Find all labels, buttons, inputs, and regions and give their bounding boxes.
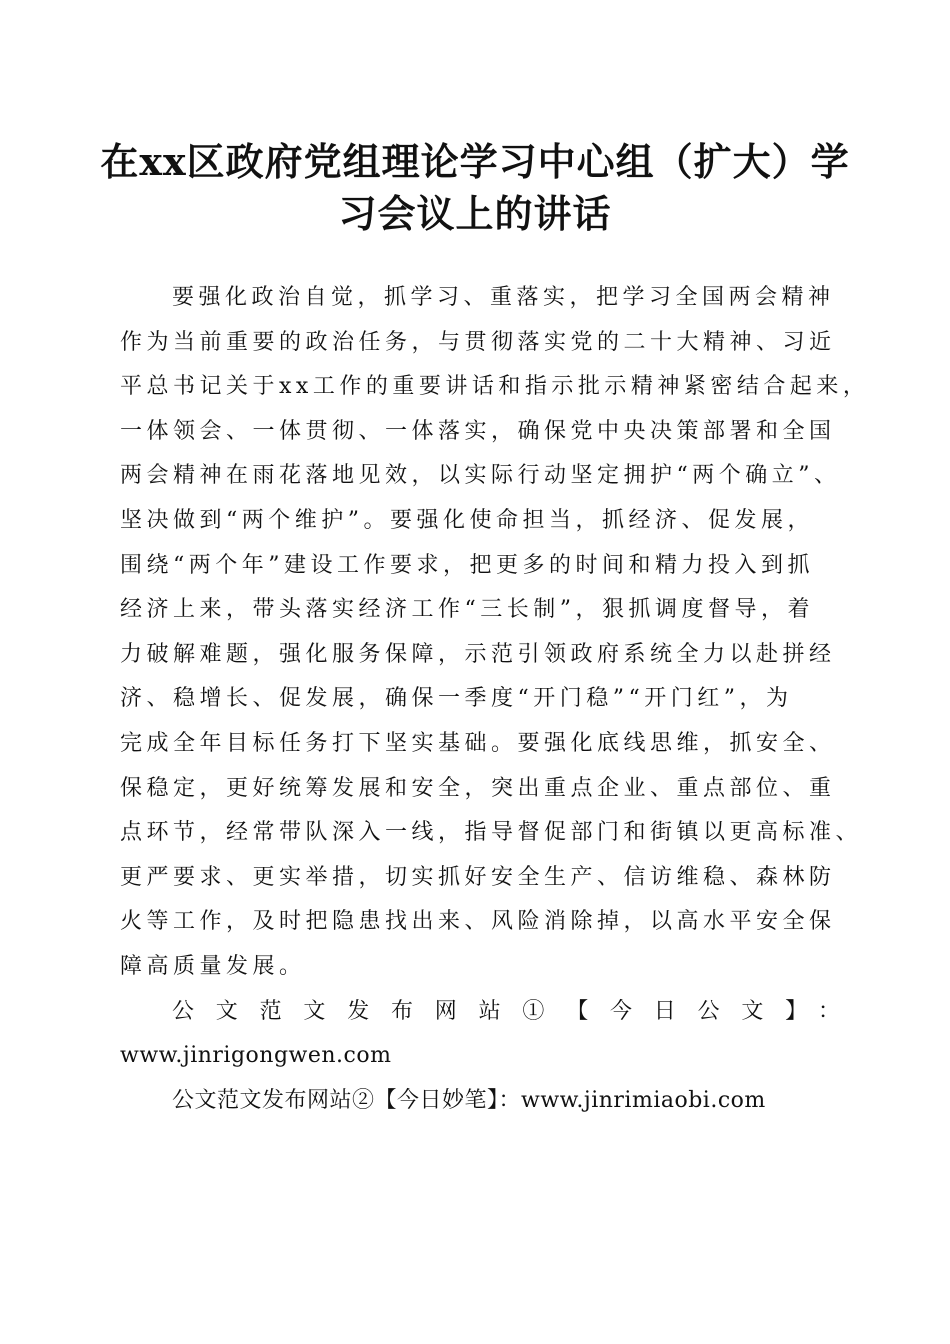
paragraph-line: 济、稳增长、促发展，确保一季度“开门稳”“开门红”，为 — [120, 686, 793, 712]
paragraph-line: 作为当前重要的政治任务，与贯彻落实党的二十大精神、习近 — [120, 329, 836, 355]
website-footer — [120, 990, 840, 1124]
paragraph-line: 坚决做到“两个维护”。要强化使命担当，抓经济、促发展， — [120, 507, 814, 533]
document-body — [120, 276, 870, 1123]
paragraph-line: 经济上来，带头落实经济工作“三长制”，狠抓调度督导，着 — [120, 597, 814, 623]
paragraph-line: 点环节，经常带队深入一线，指导督促部门和街镇以更高标准、 — [120, 820, 863, 846]
paragraph-line: 两会精神在雨花落地见效，以实际行动坚定拥护“两个确立”、 — [120, 463, 841, 489]
website-1-url[interactable]: www.jinrigongwen.com — [120, 1043, 392, 1069]
paragraph-line: 一体领会、一体贯彻、一体落实，确保党中央决策部署和全国 — [120, 418, 836, 444]
title-line-1: 在xx区政府党组理论学习中心组（扩大）学 — [100, 139, 850, 184]
paragraph-line: 力破解难题，强化服务保障，示范引领政府系统全力以赴拼经 — [120, 641, 836, 667]
paragraph-line: 围绕“两个年”建设工作要求，把更多的时间和精力投入到抓 — [120, 552, 814, 578]
paragraph-line: 更严要求、更实举措，切实抓好安全生产、信访维稳、森林防 — [120, 864, 836, 890]
paragraph-line: 完成全年目标任务打下坚实基础。要强化底线思维，抓安全、 — [120, 730, 836, 756]
website-1-label: 公文范文发布网站①【今日公文】： — [172, 998, 840, 1024]
website-2-link[interactable]: 公文范文发布网站②【今日妙笔】：www.jinrimiaobi.com — [172, 1087, 766, 1113]
paragraph-line: 平总书记关于xx工作的重要讲话和指示批示精神紧密结合起来， — [120, 374, 870, 400]
paragraph-line: 障高质量发展。 — [120, 953, 306, 979]
paragraph-line: 保稳定，更好统筹发展和安全，突出重点企业、重点部位、重 — [120, 775, 836, 801]
document-title — [100, 136, 850, 240]
title-line-2: 习会议上的讲话 — [338, 191, 612, 236]
paragraph-line: 火等工作，及时把隐患找出来、风险消除掉，以高水平安全保 — [120, 909, 836, 935]
paragraph-line: 要强化政治自觉，抓学习、重落实，把学习全国两会精神 — [172, 285, 835, 310]
main-paragraph — [120, 276, 870, 990]
